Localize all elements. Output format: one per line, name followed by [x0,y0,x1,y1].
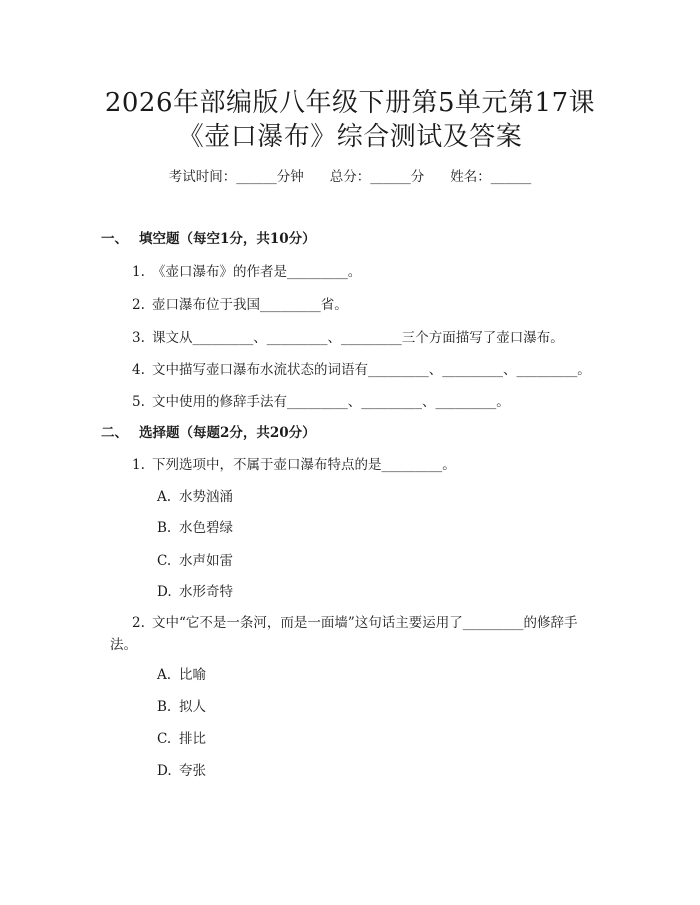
option-text: 水形奇特 [179,584,233,600]
option-letter: D. [157,763,172,779]
document-title-line-1: 2026年部编版八年级下册第5单元第17课 [104,88,596,118]
option-text: 夸张 [179,763,206,779]
question-number: 1. [132,457,145,473]
option-letter: C. [157,553,172,569]
question-number: 2. [132,297,145,313]
question-item [132,263,361,281]
question-number: 3. [132,330,145,346]
question-text: 壶口瀑布位于我国_________省。 [152,297,348,313]
question-item [132,296,348,314]
question-item [132,456,456,474]
option-letter: C. [157,731,172,747]
question-number: 4. [132,362,145,378]
option-text: 水声如雷 [179,553,233,569]
option-text: 比喻 [179,667,206,683]
exam-time: 考试时间：______分钟 [168,169,304,185]
section-heading-multiple-choice [101,424,316,442]
option-text: 排比 [179,731,206,747]
option-letter: B. [157,520,172,536]
question-text: 课文从_________、_________、_________三个方面描写了壶口瀑布。 [152,330,564,346]
option-text: 水势汹涌 [179,489,233,505]
question-text: 下列选项中，不属于壶口瀑布特点的是_________。 [152,457,456,473]
section-number: 一、 [101,231,128,247]
exam-total-score: 总分：______分 [329,169,425,185]
choice-option [157,730,206,748]
choice-option [157,583,233,601]
question-item [132,329,564,347]
section-title: 选择题（每题2分，共20分） [139,425,316,441]
question-text: 《壶口瀑布》的作者是_________。 [152,264,362,280]
choice-option [157,698,206,716]
section-title: 填空题（每空1分，共10分） [139,231,316,247]
question-number: 5. [132,394,145,410]
question-number: 2. [132,615,145,631]
question-text: 文中描写壶口瀑布水流状态的词语有_________、_________、_________。 [152,362,591,378]
question-item [132,393,510,411]
question-text: 文中“它不是一条河，而是一面墙”这句话主要运用了_________的修辞手法。 [110,615,578,653]
option-letter: D. [157,584,172,600]
choice-option [157,762,206,780]
option-letter: A. [157,667,172,683]
option-text: 水色碧绿 [179,520,233,536]
section-heading-fill-blank [101,230,316,248]
question-item [110,612,600,656]
document-title-line-2: 《壶口瀑布》综合测试及答案 [177,122,523,152]
choice-option [157,552,233,570]
exam-student-name: 姓名：______ [450,169,532,185]
choice-option [157,666,206,684]
option-letter: B. [157,699,172,715]
option-letter: A. [157,489,172,505]
question-item [132,361,591,379]
exam-info [0,168,700,186]
option-text: 拟人 [179,699,206,715]
question-text: 文中使用的修辞手法有_________、_________、_________。 [152,394,510,410]
choice-option [157,488,233,506]
question-number: 1. [132,264,145,280]
section-number: 二、 [101,425,128,441]
choice-option [157,519,233,537]
